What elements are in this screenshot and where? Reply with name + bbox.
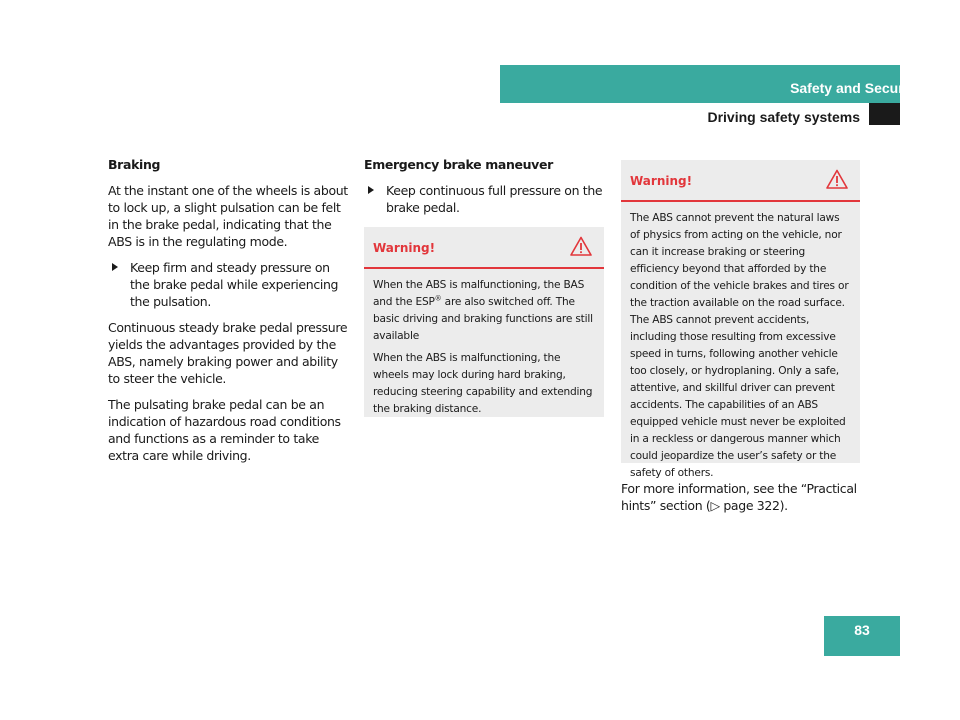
section-title: Safety and Security (790, 80, 920, 96)
warning-header (364, 227, 604, 269)
warning-box-abs-limits (621, 160, 860, 479)
column-emergency (364, 156, 604, 225)
warning-paragraph: When the ABS is malfunctioning, the wheels may lock during hard braking, reducing steering capability and extending the braking distance. (373, 352, 593, 415)
heading-braking: Braking (108, 157, 161, 172)
page-ref-arrow-icon: ▷ (710, 498, 720, 513)
bullet-arrow-icon (368, 186, 374, 194)
bullet-text: Keep continuous full pressure on the brake pedal. (386, 183, 603, 215)
bullet-arrow-icon (112, 263, 118, 271)
warning-title: Warning! (630, 174, 693, 188)
reference-text: For more information, see the “Practical hints” section (▷ page 322). (621, 481, 857, 513)
column-braking (108, 156, 348, 473)
bullet-item (364, 182, 604, 216)
warning-paragraph: When the ABS is malfunctioning, the BAS and the ESP® are also switched off. The basic driving and braking functions are still available (373, 279, 593, 342)
warning-title: Warning! (373, 241, 436, 255)
warning-triangle-icon (570, 236, 592, 256)
warning-triangle-icon (826, 169, 848, 189)
warning-body (364, 269, 604, 426)
bullet-text: Keep firm and steady pressure on the brake pedal while experiencing the pulsation. (130, 260, 339, 309)
bullet-item (108, 259, 348, 310)
heading-emergency-brake: Emergency brake maneuver (364, 157, 553, 172)
warning-paragraph: The ABS cannot prevent the natural laws of physics from acting on the vehicle, nor can it increase braking or steering efficiency beyond that afforded by the condition of the vehicle brakes and tires or the traction available on the road surface. The ABS cannot prevent accidents, including those resulting from excessive speed in turns, following another vehicle too closely, or hydroplaning. Only a safe, attentive, and skillful driver can prevent accidents. The capabilities of an ABS equipped vehicle must never be exploited in a reckless or dangerous manner which could jeopardize the user’s safety or the safety of others. (630, 212, 849, 479)
page-number: 83 (824, 616, 900, 656)
subsection-title: Driving safety systems (707, 109, 860, 125)
warning-header (621, 160, 860, 202)
paragraph: At the instant one of the wheels is about to lock up, a slight pulsation can be felt in the brake pedal, indicating that the ABS is in the regulating mode. (108, 183, 348, 249)
paragraph: The pulsating brake pedal can be an indication of hazardous road conditions and functions as a reminder to take extra care while driving. (108, 397, 341, 463)
header-marker (869, 103, 900, 125)
warning-body (621, 202, 860, 490)
warning-box-abs-malfunction (364, 227, 604, 417)
paragraph: Continuous steady brake pedal pressure yields the advantages provided by the ABS, namely braking power and ability to steer the vehicle. (108, 320, 348, 386)
